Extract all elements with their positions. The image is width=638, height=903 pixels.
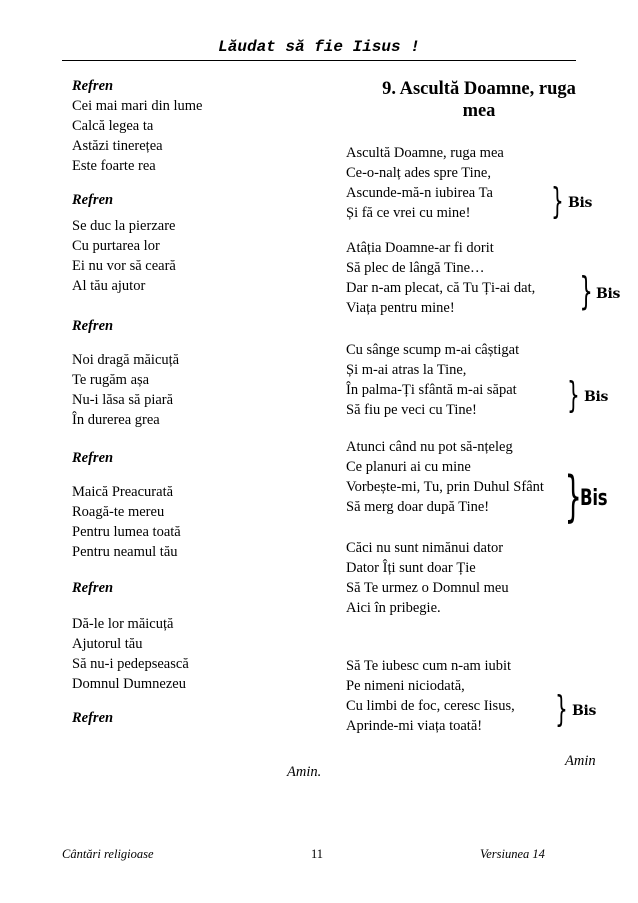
verse-line: În durerea grea [72, 412, 160, 428]
footer-book-title: Cântări religioase [62, 847, 154, 861]
refren-label: Refren [72, 710, 114, 726]
verse-line: Viața pentru mine! [346, 300, 455, 316]
left-stanza-1 [72, 96, 322, 176]
refren-label: Refren [72, 450, 114, 466]
verse-line: Astăzi tinerețea [72, 138, 163, 154]
verse-line: Te rugăm așa [72, 372, 150, 388]
verse-line: Vorbește-mi, Tu, prin Duhul Sfânt [346, 479, 544, 495]
verse-line: Să fiu pe veci cu Tine! [346, 402, 477, 418]
verse-line: Domnul Dumnezeu [72, 676, 186, 692]
verse-line: Ascultă Doamne, ruga mea [346, 145, 504, 161]
refren-label: Refren [72, 580, 114, 596]
verse-line: Și fă ce vrei cu mine! [346, 205, 471, 221]
bis-label: Bis [580, 486, 608, 511]
verse-line: Noi dragă măicuță [72, 352, 180, 368]
verse-line: Pe nimeni niciodată, [346, 678, 465, 694]
left-column [72, 76, 322, 728]
footer-page-number: 11 [311, 847, 324, 861]
verse-line: Ascunde-mă-n iubirea Ta [346, 185, 493, 201]
verse-line: Nu-i lăsa să piară [72, 392, 174, 408]
left-stanza-4 [72, 482, 322, 562]
verse-line: Pentru neamul tău [72, 544, 178, 560]
left-stanza-2 [72, 216, 322, 296]
song-stanza-5 [346, 538, 509, 618]
verse-line: Este foarte rea [72, 158, 156, 174]
verse-line: Și m-ai atras la Tine, [346, 362, 467, 378]
verse-line: Să nu-i pedepsească [72, 656, 189, 672]
verse-line: Se duc la pierzare [72, 218, 176, 234]
brace-icon: } [564, 465, 582, 528]
song-stanza-1 [346, 143, 504, 223]
song-title-line: 9. Ascultă Doamne, ruga [382, 79, 576, 99]
verse-line: Dator Îți sunt doar Ție [346, 560, 476, 576]
verse-line: Atâția Doamne-ar fi dorit [346, 240, 494, 256]
verse-line: Ce-o-nalț ades spre Tine, [346, 165, 491, 181]
verse-line: Ei nu vor să ceară [72, 258, 176, 274]
bis-label: Bis [568, 195, 593, 211]
bis-label: Bis [584, 389, 609, 405]
refren-label: Refren [72, 78, 114, 94]
verse-line: Dar n-am plecat, că Tu Ți-ai dat, [346, 280, 536, 296]
verse-line: Dă-le lor măicuță [72, 616, 174, 632]
verse-line: Cei mai mari din lume [72, 98, 203, 114]
verse-line: Calcă legea ta [72, 118, 154, 134]
song-stanza-2 [346, 238, 535, 318]
verse-line: Să plec de lângă Tine… [346, 260, 485, 276]
bis-label: Bis [572, 703, 597, 719]
song-title-line: mea [462, 101, 496, 121]
verse-line: Pentru lumea toată [72, 524, 181, 540]
verse-line: Roagă-te mereu [72, 504, 165, 520]
brace-icon: } [551, 181, 564, 222]
verse-line: Al tău ajutor [72, 278, 146, 294]
bis-label: Bis [596, 286, 621, 302]
header-rule [62, 60, 576, 61]
left-stanza-5 [72, 614, 322, 694]
verse-line: Cu purtarea lor [72, 238, 160, 254]
verse-line: Să Te iubesc cum n-am iubit [346, 658, 512, 674]
verse-line: Cu limbi de foc, ceresc Iisus, [346, 698, 515, 714]
verse-line: Ce planuri ai cu mine [346, 459, 471, 475]
verse-line: Să merg doar după Tine! [346, 499, 490, 515]
brace-icon: } [579, 269, 593, 313]
amin-right: Amin [565, 753, 596, 769]
brace-icon: } [567, 375, 580, 416]
amin-left: Amin. [287, 764, 322, 780]
song-stanza-3 [346, 340, 519, 420]
footer-version: Versiunea 14 [480, 847, 545, 861]
verse-line: Aprinde-mi viața toată! [346, 718, 483, 734]
left-stanza-3 [72, 350, 322, 430]
song-title [344, 78, 614, 122]
verse-line: Cu sânge scump m-ai câștigat [346, 342, 520, 358]
song-stanza-6 [346, 656, 515, 736]
refren-label: Refren [72, 318, 114, 334]
verse-line: Ajutorul tău [72, 636, 143, 652]
verse-line: Căci nu sunt nimănui dator [346, 540, 504, 556]
refren-label: Refren [72, 192, 114, 208]
verse-line: Să Te urmez o Domnul meu [346, 580, 509, 596]
verse-line: În palma-Ți sfântă m-ai săpat [346, 382, 517, 398]
brace-icon: } [555, 689, 568, 730]
song-stanza-4 [346, 437, 544, 517]
verse-line: Maică Preacurată [72, 484, 174, 500]
verse-line: Aici în pribegie. [346, 600, 441, 616]
verse-line: Atunci când nu pot să-nțeleg [346, 439, 513, 455]
page-header-title: Lăudat să fie Iisus ! [218, 38, 420, 56]
